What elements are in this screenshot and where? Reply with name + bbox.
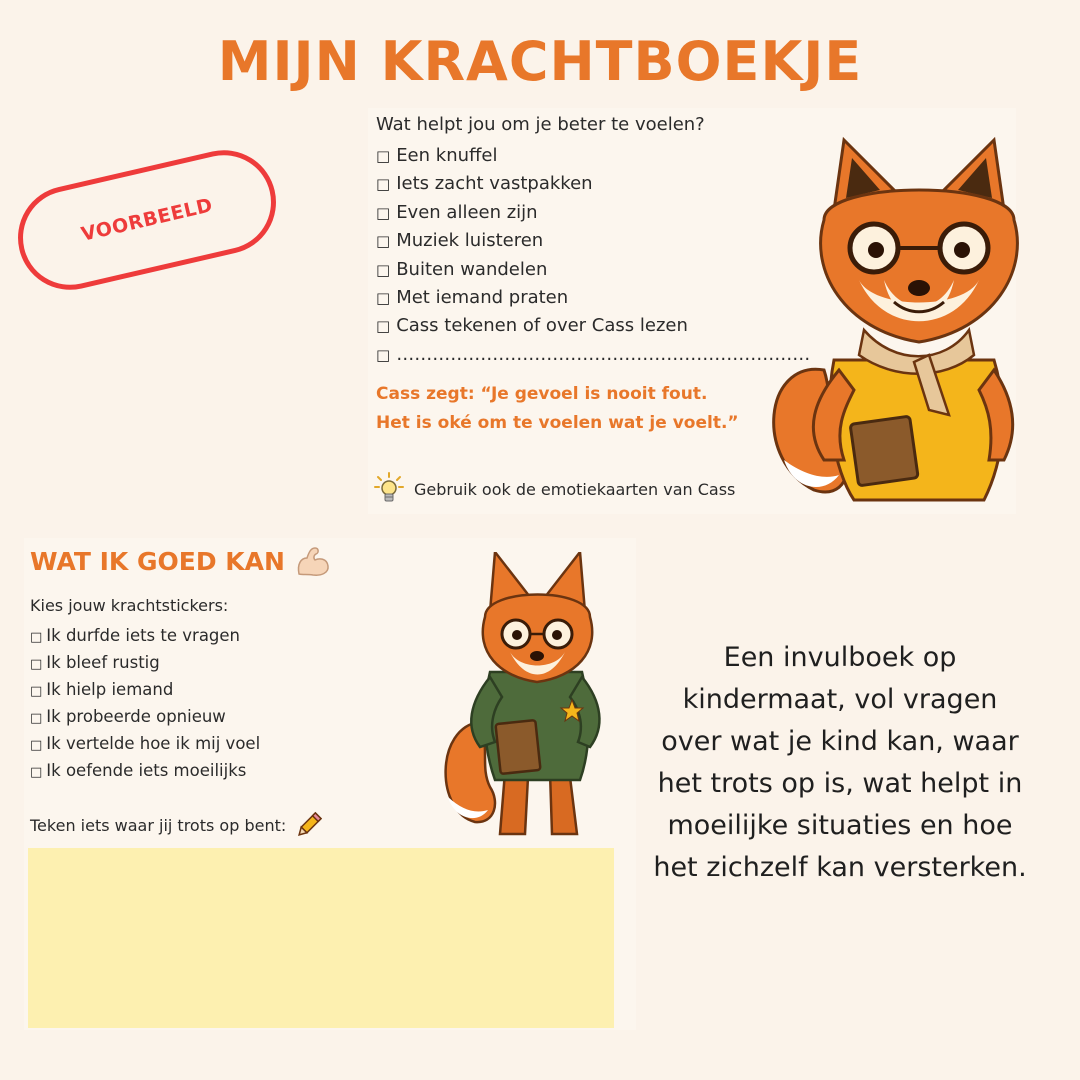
list-item: □ Buiten wandelen xyxy=(376,258,548,280)
tip xyxy=(374,472,735,506)
sticker-options xyxy=(30,622,260,784)
fox-sweater-illustration xyxy=(440,552,630,842)
list-item: □ …………………………………………………………… xyxy=(376,343,811,365)
pencil-icon xyxy=(294,810,324,840)
drawing-area[interactable] xyxy=(28,848,614,1028)
checkbox[interactable]: □ xyxy=(30,630,43,645)
checkbox[interactable]: □ xyxy=(376,345,391,364)
checkbox[interactable]: □ xyxy=(376,288,391,307)
checkbox[interactable]: □ xyxy=(376,260,391,279)
checkbox[interactable]: □ xyxy=(376,232,391,251)
stamp-label: VOORBEELD xyxy=(79,194,215,246)
list-item: □ Met iemand praten xyxy=(376,286,569,308)
checkbox[interactable]: □ xyxy=(30,711,43,726)
list-item: □ Ik durfde iets te vragen xyxy=(30,626,241,645)
list-item: □ Ik oefende iets moeilijks xyxy=(30,761,247,780)
lightbulb-icon xyxy=(374,472,404,506)
checkbox[interactable]: □ xyxy=(376,203,391,222)
list-item: □ Ik bleef rustig xyxy=(30,653,160,672)
list-item: □ Een knuffel xyxy=(376,145,498,166)
cass-quote: Cass zegt: “Je gevoel is nooit fout. Het is oké om te voelen wat je voelt.” xyxy=(376,384,739,433)
stickers-intro: Kies jouw krachtstickers: xyxy=(30,596,229,615)
tip-text: Gebruik ook de emotiekaarten van Cass xyxy=(414,479,736,499)
list-item: □ Cass tekenen of over Cass lezen xyxy=(376,315,688,337)
flexed-biceps-icon xyxy=(295,544,331,578)
feelings-options xyxy=(376,142,810,369)
product-description: Een invulboek op kindermaat, vol vragen over wat je kind kan, waar het trots op is, wat helpt in moeilijke situaties en hoe het zichzelf kan versterken. xyxy=(653,642,1027,883)
list-item: □ Even alleen zijn xyxy=(376,201,538,223)
list-item: □ Iets zacht vastpakken xyxy=(376,173,593,195)
page-title: MIJN KRACHTBOEKJE xyxy=(217,30,863,93)
list-item: □ Ik vertelde hoe ik mij voel xyxy=(30,734,261,753)
checkbox[interactable]: □ xyxy=(30,738,43,753)
strengths-title: WAT IK GOED KAN xyxy=(30,544,331,578)
checkbox[interactable]: □ xyxy=(376,317,391,336)
example-stamp xyxy=(8,140,287,300)
list-item: □ Muziek luisteren xyxy=(376,230,544,252)
feelings-question: Wat helpt jou om je beter te voelen? xyxy=(376,114,705,135)
list-item: □ Ik hielp iemand xyxy=(30,680,174,699)
draw-label: Teken iets waar jij trots op bent: xyxy=(30,810,324,840)
list-item: □ Ik probeerde opnieuw xyxy=(30,707,226,726)
checkbox[interactable]: □ xyxy=(376,147,391,165)
checkbox[interactable]: □ xyxy=(30,684,43,699)
checkbox[interactable]: □ xyxy=(376,175,391,194)
checkbox[interactable]: □ xyxy=(30,765,43,780)
checkbox[interactable]: □ xyxy=(30,657,43,672)
fox-reading-illustration xyxy=(764,130,1034,510)
